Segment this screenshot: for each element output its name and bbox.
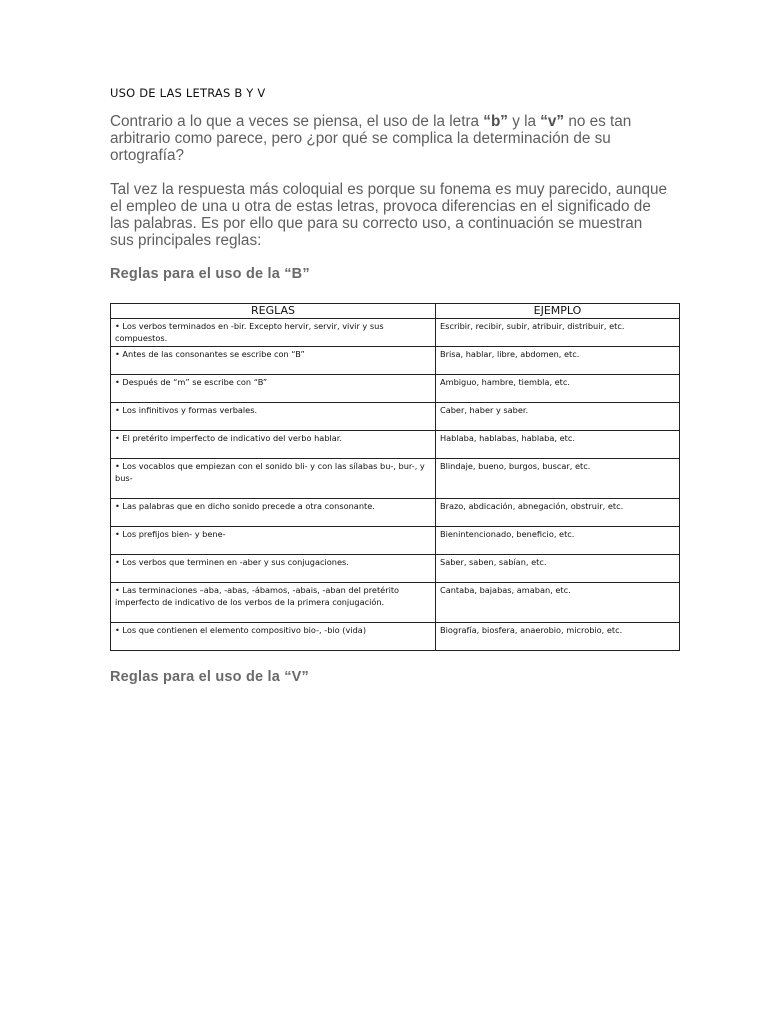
rule-cell: • Los infinitivos y formas verbales.: [111, 403, 436, 431]
example-cell: Brisa, hablar, libre, abdomen, etc.: [436, 347, 680, 375]
table-row: [111, 459, 680, 499]
rule-cell: • Los que contienen el elemento compositivo bio-, -bio (vida): [111, 623, 436, 651]
table-row: [111, 403, 680, 431]
table-row: [111, 319, 680, 347]
rules-table-b: [110, 303, 680, 651]
rule-cell: • Los prefijos bien- y bene-: [111, 527, 436, 555]
table-row: [111, 347, 680, 375]
header-reglas: REGLAS: [111, 304, 436, 319]
example-cell: Ambiguo, hambre, tiembla, etc.: [436, 375, 680, 403]
table-row: [111, 623, 680, 651]
section-heading-b: Reglas para el uso de la “B”: [110, 266, 310, 282]
intro-paragraph-1: [110, 113, 670, 164]
example-cell: Saber, saben, sabían, etc.: [436, 555, 680, 583]
table-row: [111, 583, 680, 623]
rule-cell: • El pretérito imperfecto de indicativo del verbo hablar.: [111, 431, 436, 459]
intro-text-1c: no es tan arbitrario como parece, pero ¿por qué se complica la determinación de su ortografía?: [110, 113, 632, 164]
header-ejemplo: EJEMPLO: [436, 304, 680, 319]
table-row: [111, 527, 680, 555]
section-heading-v: Reglas para el uso de la “V”: [110, 669, 310, 685]
table-row: [111, 375, 680, 403]
example-cell: Cantaba, bajabas, amaban, etc.: [436, 583, 680, 623]
letter-v-quoted: “v”: [540, 113, 565, 130]
intro-text-1a: Contrario a lo que a veces se piensa, el uso de la letra: [110, 113, 484, 130]
table-row: [111, 555, 680, 583]
example-cell: Bienintencionado, beneficio, etc.: [436, 527, 680, 555]
example-cell: Hablaba, hablabas, hablaba, etc.: [436, 431, 680, 459]
example-cell: Blindaje, bueno, burgos, buscar, etc.: [436, 459, 680, 499]
letter-b-quoted: “b”: [483, 113, 508, 130]
rule-cell: • Los vocablos que empiezan con el sonido bli- y con las sílabas bu-, bur-, y bus-: [111, 459, 436, 499]
table-header-row: [111, 304, 680, 319]
rule-cell: • Después de “m” se escribe con “B”: [111, 375, 436, 403]
rule-cell: • Las terminaciones –aba, -abas, -ábamos, -abais, -aban del pretérito imperfecto de indicativo de los verbos de la primera conjugación.: [111, 583, 436, 623]
rule-cell: • Los verbos terminados en -bir. Excepto hervir, servir, vivir y sus compuestos.: [111, 319, 436, 347]
example-cell: Biografía, biosfera, anaerobio, microbio, etc.: [436, 623, 680, 651]
example-cell: Caber, haber y saber.: [436, 403, 680, 431]
page-title: USO DE LAS LETRAS B Y V: [110, 86, 266, 100]
rule-cell: • Antes de las consonantes se escribe con “B”: [111, 347, 436, 375]
example-cell: Escribir, recibir, subir, atribuir, distribuir, etc.: [436, 319, 680, 347]
example-cell: Brazo, abdicación, abnegación, obstruir, etc.: [436, 499, 680, 527]
rule-cell: • Las palabras que en dicho sonido precede a otra consonante.: [111, 499, 436, 527]
table-row: [111, 499, 680, 527]
rule-cell: • Los verbos que terminen en -aber y sus conjugaciones.: [111, 555, 436, 583]
intro-text-1b: y la: [507, 113, 541, 130]
table-row: [111, 431, 680, 459]
intro-paragraph-2: Tal vez la respuesta más coloquial es porque su fonema es muy parecido, aunque el empleo de una u otra de estas letras, provoca diferencias en el significado de las palabras. Es por ello que para su correcto uso, a continuación se muestran sus principales reglas:: [110, 181, 667, 249]
